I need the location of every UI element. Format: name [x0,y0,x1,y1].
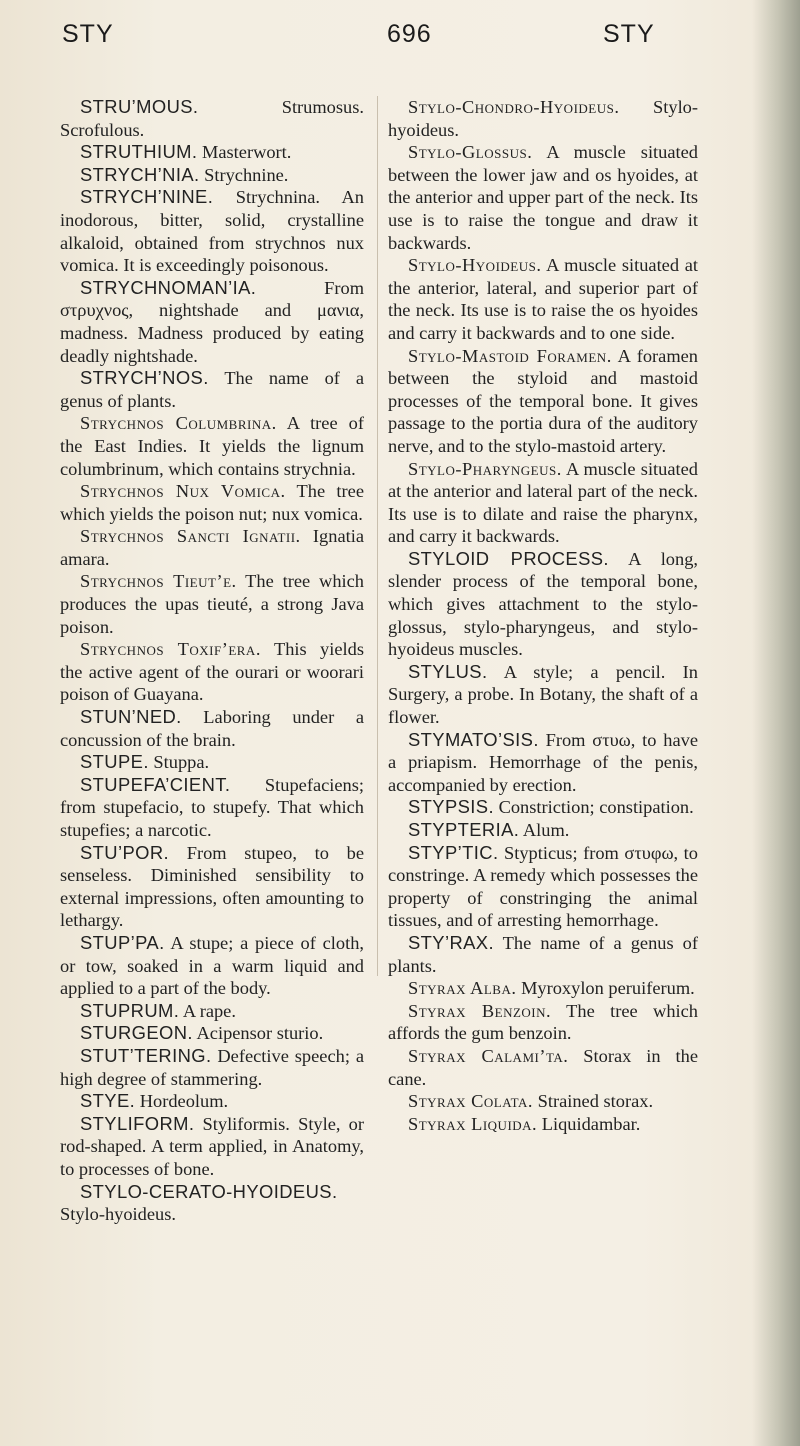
entry-definition: Acipensor sturio. [192,1023,324,1044]
dictionary-entry [60,774,364,842]
dictionary-subentry [388,96,698,141]
entry-headword: STYPSIS. [408,796,494,818]
dictionary-subentry [388,141,698,254]
entry-definition: Constriction; constipation. [494,797,694,818]
entry-headword: STYLO-CERATO-HYOIDEUS. [80,1180,338,1202]
dictionary-entry [388,796,698,819]
entry-definition: The name of a genus of plants. [388,932,698,976]
entry-definition: Storax in the cane. [388,1045,698,1089]
entry-headword: STU’POR. [80,841,170,863]
entry-definition: A style; a pencil. In Surgery, a probe. In Botany, the shaft of a flower. [388,661,698,728]
entry-definition: Myroxylon peruiferum. [516,978,695,999]
entry-definition: A muscle situated at the anterior, lateral, and superior part of the neck. Its use is to raise the os hyoides and carry it backwards and to one side. [388,255,698,343]
column-gutter [377,96,378,976]
entry-headword: STYLUS. [408,660,488,682]
dictionary-entry [388,548,698,661]
entry-definition: Strained storax. [533,1091,654,1112]
subentry-headword: Styrax Benzoin. [408,1000,552,1021]
entry-headword: STUT’TERING. [80,1044,212,1066]
entry-definition: From στυω, to have a priapism. Hemorrhage of the penis, accompanied by erection. [388,729,698,795]
entry-headword: STUPE. [80,751,149,773]
page-edge-shadow [752,0,800,1446]
entry-headword: STYP’TIC. [408,841,499,863]
entry-definition: A muscle situated between the lower jaw and os hyoides, at the anterior and upper part of the neck. Its use is to raise the tongue and draw it backwards. [388,142,698,253]
dictionary-subentry [60,525,364,570]
subentry-headword: Stylo-Mastoid Foramen. [408,345,612,366]
entry-definition: Stupefaciens; from stupefacio, to stupefy. That which stupefies; a narcotic. [60,774,364,840]
subentry-headword: Styrax Liquida. [408,1113,538,1134]
entry-definition: A rape. [179,1000,236,1021]
entry-headword: STYLOID PROCESS. [408,547,609,569]
entry-headword: STRYCHNOMAN’IA. [80,276,257,298]
entry-headword: STUPRUM. [80,999,180,1021]
dictionary-entry [60,1113,364,1181]
entry-definition: Ignatia amara. [60,526,364,569]
header-right-guide-word: STY [603,20,655,48]
dictionary-subentry [388,977,698,1000]
dictionary-entry [60,751,364,774]
entry-definition: A stupe; a piece of cloth, or tow, soaked in a warm liquid and applied to a part of the body. [60,932,364,999]
right-column [388,96,698,1135]
dictionary-entry [388,661,698,729]
dictionary-subentry [388,458,698,548]
entry-definition: The name of a genus of plants. [60,368,364,411]
entry-definition: Stylo-hyoideus. [388,97,698,140]
entry-definition: Strumosus. Scrofulous. [60,97,364,140]
dictionary-entry [60,1181,364,1226]
subentry-headword: Styrax Alba. [408,978,517,999]
entry-definition: A long, slender process of the temporal bone, which gives attachment to the stylo-glossus, stylo-pharyngeus, and stylo-hyoideus muscles. [388,548,698,660]
dictionary-subentry [60,480,364,525]
header-left-guide-word: STY [62,20,114,48]
subentry-headword: Strychnos Tieut’e. [80,571,237,592]
dictionary-subentry [388,1090,698,1113]
subentry-headword: Strychnos Nux Vomica. [80,481,286,502]
subentry-headword: Stylo-Pharyngeus. [408,458,562,479]
subentry-headword: Stylo-Hyoideus. [408,255,542,276]
left-column [60,96,364,1226]
dictionary-entry [60,1090,364,1113]
entry-definition: This yields the active agent of the ourari or woorari poison of Guayana. [60,639,364,705]
entry-headword: STY’RAX. [408,931,494,953]
entry-definition: From στρυχνος, nightshade and μανια, madness. Madness produced by eating deadly nightshade. [60,277,364,366]
subentry-headword: Strychnos Columbrina. [80,413,277,434]
entry-headword: STRYCH’NINE. [80,186,214,208]
entry-headword: STYLIFORM. [80,1112,195,1134]
entry-headword: STRU’MOUS. [80,96,199,117]
running-header [0,20,800,60]
entry-definition: Masterwort. [197,142,292,163]
subentry-headword: Stylo-Glossus. [408,142,533,163]
dictionary-entry [388,729,698,797]
dictionary-entry [60,842,364,932]
entry-definition: Strychnine. [199,164,289,185]
dictionary-subentry [388,1045,698,1090]
dictionary-entry [60,1000,364,1023]
entry-headword: STYE. [80,1090,136,1112]
dictionary-subentry [60,638,364,706]
dictionary-entry [388,819,698,842]
entry-definition: A tree of the East Indies. It yields the lignum columbrinum, which contains strychnia. [60,413,364,479]
entry-definition: A muscle situated at the anterior and lateral part of the neck. Its use is to dilate and raise the pharynx, and carry it backwards. [388,458,698,547]
entry-definition: Stuppa. [148,752,210,773]
entry-definition: The tree which produces the upas tieuté, a strong Java poison. [60,571,365,637]
dictionary-entry [60,1045,364,1090]
dictionary-entry [388,932,698,977]
dictionary-entry [60,367,364,412]
entry-definition: Liquidambar. [537,1113,641,1134]
entry-definition: Stypticus; from στυφω, to constringe. A remedy which possesses the property of constringing the animal tissues, and of arresting hemorrhage. [388,842,698,931]
entry-headword: STUN’NED. [80,706,182,728]
entry-definition: Stylo-hyoideus. [60,1204,176,1225]
entry-headword: STYMATO’SIS. [408,728,539,750]
subentry-headword: Stylo-Chondro-Hyoideus. [408,97,620,117]
dictionary-entry [388,842,698,932]
entry-definition: From stupeo, to be senseless. Diminished sensibility to external impressions, often amounting to lethargy. [60,842,364,931]
subentry-headword: Styrax Calami’ta. [408,1045,569,1066]
dictionary-entry [60,1022,364,1045]
entry-headword: STRUTHIUM. [80,141,198,163]
entry-definition: Strychnina. An inodorous, bitter, solid, crystalline alkaloid, obtained from strychnos nux vomica. It is exceedingly poisonous. [60,187,364,276]
dictionary-entry [60,277,364,367]
entry-headword: STUPEFA’CIENT. [80,773,231,795]
entry-definition: Defective speech; a high degree of stammering. [60,1045,364,1089]
subentry-headword: Strychnos Sancti Ignatii. [80,526,301,547]
entry-definition: A foramen between the styloid and mastoid processes of the temporal bone. It gives passage to the portia dura of the auditory nerve, and to the stylo-mastoid artery. [388,345,698,456]
dictionary-entry [60,141,364,164]
entry-definition: Styliformis. Style, or rod-shaped. A term applied, in Anatomy, to processes of bone. [60,1113,364,1179]
dictionary-subentry [388,345,698,458]
entry-definition: Hordeolum. [135,1091,229,1112]
subentry-headword: Strychnos Toxif’era. [80,639,261,660]
page-number: 696 [387,20,432,48]
dictionary-entry [60,932,364,1000]
dictionary-entry [60,164,364,187]
dictionary-entry [60,706,364,751]
entry-headword: STUP’PA. [80,931,165,953]
entry-definition: The tree which yields the poison nut; nux vomica. [60,481,364,524]
dictionary-subentry [388,254,698,344]
dictionary-subentry [60,570,364,638]
entry-definition: The tree which affords the gum benzoin. [388,1000,699,1044]
entry-headword: STRYCH’NOS. [80,367,209,389]
entry-headword: STYPTERIA. [408,819,520,840]
entry-definition: Laboring under a concussion of the brain. [60,707,364,750]
dictionary-subentry [388,1000,698,1045]
dictionary-entry [60,186,364,276]
entry-headword: STRYCH’NIA. [80,163,200,185]
dictionary-subentry [60,412,364,480]
dictionary-entry [60,96,364,141]
subentry-headword: Styrax Colata. [408,1091,534,1112]
entry-headword: STURGEON. [80,1022,193,1044]
entry-definition: Alum. [519,820,570,840]
dictionary-subentry [388,1113,698,1136]
